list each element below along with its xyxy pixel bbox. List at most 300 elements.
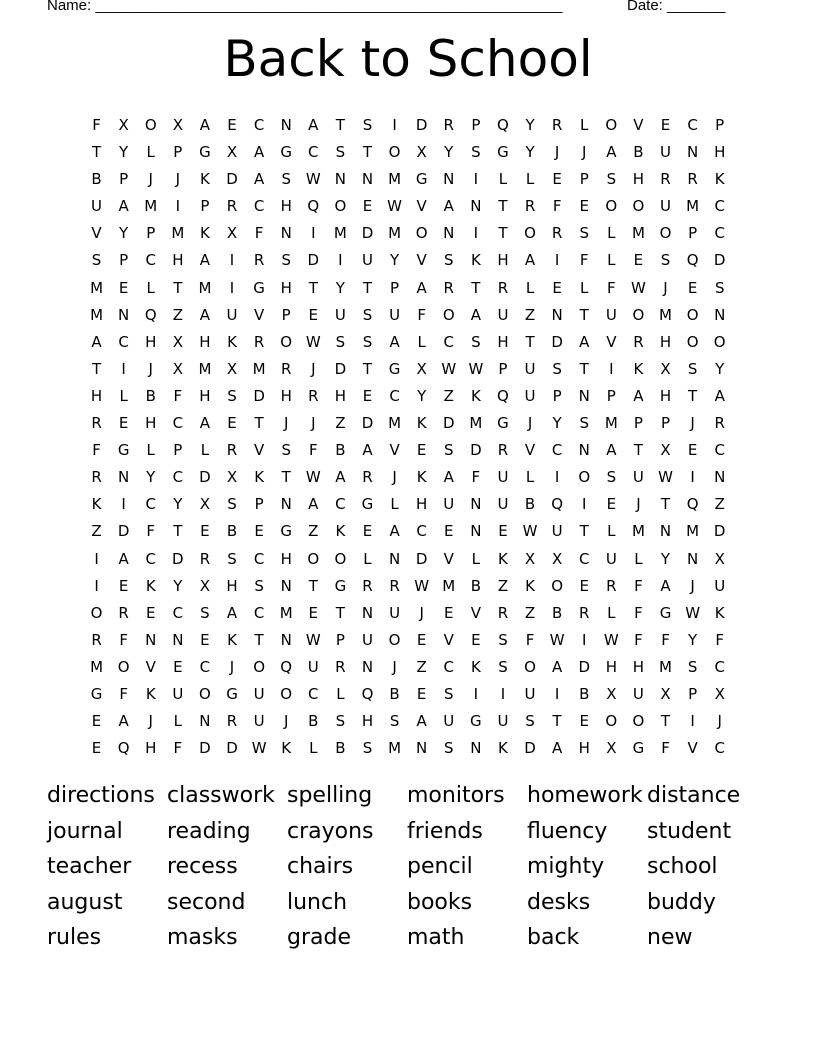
grid-letter: K [525, 576, 535, 595]
grid-letter: U [253, 684, 265, 703]
grid-letter: L [634, 549, 643, 568]
word-bank-item: homework [527, 783, 643, 808]
grid-letter: G [470, 712, 482, 731]
word-bank-item: grade [287, 925, 351, 950]
grid-letter: E [687, 441, 698, 460]
grid-letter: T [91, 143, 102, 162]
grid-letter: A [253, 143, 265, 162]
grid-letter: Q [144, 305, 157, 324]
grid-letter: E [118, 278, 129, 297]
grid-letter: A [226, 603, 238, 622]
grid-letter: W [251, 739, 267, 758]
grid-row [83, 546, 733, 573]
grid-letter: F [92, 441, 101, 460]
grid-letter: J [527, 414, 533, 433]
word-bank-item: books [407, 889, 473, 915]
grid-letter: F [92, 116, 101, 134]
grid-letter: N [686, 549, 699, 568]
grid-letter: U [389, 603, 401, 622]
grid-letter: F [634, 630, 643, 649]
grid-letter: Y [389, 251, 400, 270]
grid-letter: L [200, 441, 210, 460]
grid-letter: P [633, 414, 643, 433]
grid-letter: R [91, 630, 102, 649]
grid-letter: C [145, 495, 156, 514]
word-bank-item: rules [47, 925, 102, 950]
grid-letter: E [633, 251, 644, 270]
grid-letter: P [254, 495, 264, 514]
grid-letter: I [690, 468, 695, 487]
grid-letter: G [280, 522, 293, 541]
grid-letter: Z [714, 495, 725, 514]
grid-row [83, 247, 733, 274]
grid-letter: Z [308, 522, 319, 541]
grid-letter: I [94, 549, 99, 568]
word-bank-item: back [527, 925, 580, 950]
grid-letter: H [280, 197, 292, 216]
grid-letter: A [335, 468, 346, 487]
grid-letter: E [606, 495, 617, 514]
grid-letter: O [713, 332, 726, 351]
grid-letter: O [90, 603, 103, 622]
grid-letter: C [714, 224, 725, 243]
grid-letter: S [444, 684, 454, 703]
grid-letter: D [713, 251, 726, 270]
grid-letter: J [392, 468, 397, 487]
grid-letter: E [498, 522, 508, 541]
word-bank-item: desks [527, 889, 591, 915]
grid-letter: N [361, 170, 374, 189]
grid-letter: U [389, 305, 401, 324]
grid-letter: N [470, 739, 482, 758]
grid-letter: E [254, 522, 264, 541]
grid-letter: U [443, 495, 455, 514]
grid-letter: T [579, 359, 589, 378]
grid-letter: U [605, 305, 617, 324]
grid-letter: E [687, 278, 698, 297]
grid-letter: S [714, 278, 725, 297]
grid-letter: S [227, 549, 237, 568]
grid-letter: T [688, 386, 698, 405]
grid-letter: S [362, 116, 373, 134]
grid-letter: H [145, 414, 157, 433]
grid-letter: C [253, 549, 265, 568]
grid-letter: U [497, 305, 509, 324]
grid-letter: I [175, 197, 181, 216]
grid-letter: H [497, 251, 509, 270]
grid-letter: S [227, 386, 237, 405]
grid-letter: S [281, 251, 291, 270]
grid-letter: G [334, 576, 347, 595]
grid-letter: O [632, 197, 645, 216]
grid-letter: A [362, 441, 373, 460]
grid-row [83, 166, 733, 193]
grid-letter: A [714, 386, 725, 405]
grid-letter: B [335, 739, 346, 758]
grid-letter: P [390, 278, 400, 297]
word-bank-item: classwork [167, 783, 275, 808]
grid-letter: S [200, 603, 210, 622]
grid-letter: Z [91, 522, 102, 541]
grid-letter: F [308, 441, 318, 460]
grid-letter: N [172, 630, 184, 649]
grid-letter: Y [335, 278, 345, 297]
grid-letter: M [388, 170, 402, 189]
grid-letter: M [686, 197, 700, 216]
grid-letter: N [470, 522, 482, 541]
grid-letter: N [470, 495, 482, 514]
grid-letter: T [579, 522, 589, 541]
grid-letter: D [199, 468, 211, 487]
grid-letter: Q [307, 197, 320, 216]
grid-letter: A [199, 305, 211, 324]
grid-letter: A [660, 576, 671, 595]
grid-letter: Z [524, 603, 536, 622]
grid-letter: Q [686, 251, 699, 270]
grid-letter: U [172, 684, 184, 703]
grid-letter: L [498, 170, 508, 189]
grid-letter: V [91, 224, 102, 243]
grid-letter: V [606, 332, 617, 351]
grid-letter: K [335, 522, 346, 541]
grid-letter: I [582, 630, 587, 649]
grid-letter: T [660, 712, 671, 731]
grid-letter: I [500, 684, 506, 703]
grid-letter: I [554, 251, 560, 270]
grid-letter: U [524, 359, 536, 378]
grid-letter: A [416, 278, 427, 297]
grid-letter: I [690, 712, 695, 731]
grid-letter: N [686, 143, 699, 162]
grid-letter: D [524, 739, 536, 758]
grid-letter: M [90, 657, 104, 676]
grid-letter: R [226, 197, 238, 216]
word-bank-item: journal [47, 818, 123, 844]
grid-letter: T [254, 414, 264, 433]
grid-letter: K [200, 170, 210, 189]
grid-letter: D [415, 116, 428, 134]
grid-letter: K [254, 468, 265, 487]
grid-letter: C [118, 332, 129, 351]
page-title: Back to School [223, 30, 593, 88]
grid-letter: F [119, 684, 128, 703]
grid-letter: B [308, 712, 319, 731]
grid-letter: N [118, 305, 130, 324]
grid-letter: D [117, 522, 130, 541]
grid-letter: E [552, 278, 562, 297]
grid-letter: L [607, 251, 616, 270]
grid-letter: I [121, 359, 126, 378]
grid-letter: A [199, 116, 211, 134]
grid-letter: T [362, 143, 373, 162]
grid-letter: M [252, 359, 266, 378]
grid-letter: Q [551, 495, 564, 514]
grid-letter: L [580, 116, 589, 134]
grid-letter: F [173, 386, 183, 405]
grid-letter: R [280, 359, 292, 378]
grid-letter: E [416, 441, 427, 460]
grid-letter: O [280, 332, 293, 351]
grid-letter: F [417, 305, 426, 324]
grid-letter: K [714, 170, 725, 189]
grid-letter: T [362, 359, 373, 378]
grid-letter: R [633, 332, 644, 351]
grid-letter: Y [552, 414, 562, 433]
grid-letter: N [443, 224, 455, 243]
grid-letter: Y [119, 224, 129, 243]
grid-row [83, 600, 733, 627]
grid-letter: O [632, 712, 645, 731]
grid-letter: R [687, 170, 698, 189]
grid-letter: D [470, 441, 482, 460]
grid-letter: X [226, 143, 238, 162]
grid-letter: J [419, 603, 424, 622]
grid-letter: E [308, 603, 319, 622]
grid-letter: U [605, 549, 617, 568]
grid-letter: L [525, 278, 535, 297]
grid-letter: M [469, 414, 483, 433]
grid-letter: K [470, 657, 481, 676]
grid-letter: U [632, 468, 644, 487]
grid-letter: R [606, 576, 617, 595]
grid-letter: P [173, 143, 183, 162]
grid-letter: F [146, 522, 156, 541]
word-bank-item: math [407, 925, 465, 950]
grid-letter: U [307, 657, 319, 676]
grid-letter: B [226, 522, 238, 541]
grid-letter: D [307, 251, 320, 270]
grid-letter: Y [688, 630, 698, 649]
grid-letter: K [416, 414, 427, 433]
grid-letter: F [715, 630, 725, 649]
grid-letter: X [226, 224, 238, 243]
grid-letter: H [199, 386, 211, 405]
grid-letter: R [579, 603, 590, 622]
grid-row [83, 383, 733, 410]
grid-letter: K [498, 739, 508, 758]
grid-letter: L [390, 495, 399, 514]
grid-row [83, 491, 733, 518]
grid-letter: S [687, 359, 698, 378]
grid-letter: D [442, 414, 455, 433]
grid-letter: G [497, 143, 509, 162]
grid-letter: S [389, 712, 400, 731]
grid-letter: R [714, 414, 725, 433]
grid-letter: L [146, 441, 155, 460]
grid-letter: M [198, 278, 212, 297]
word-bank-item: second [167, 889, 246, 915]
grid-letter: R [443, 278, 454, 297]
grid-letter: A [552, 739, 563, 758]
grid-letter: K [714, 603, 725, 622]
grid-letter: M [144, 197, 158, 216]
grid-letter: G [280, 143, 293, 162]
grid-letter: Y [173, 576, 183, 595]
grid-letter: P [200, 197, 210, 216]
grid-letter: Y [525, 143, 535, 162]
grid-letter: G [226, 684, 238, 703]
grid-letter: I [229, 278, 235, 297]
grid-letter: E [173, 657, 183, 676]
grid-letter: S [91, 251, 102, 270]
grid-letter: M [631, 224, 645, 243]
grid-letter: T [525, 332, 535, 351]
grid-letter: T [335, 116, 345, 134]
grid-letter: E [660, 116, 671, 134]
grid-letter: J [148, 359, 153, 378]
grid-letter: A [91, 332, 102, 351]
grid-letter: F [661, 630, 670, 649]
grid-letter: A [199, 414, 211, 433]
grid-letter: O [442, 305, 455, 324]
grid-letter: F [525, 630, 535, 649]
grid-letter: G [415, 170, 428, 189]
grid-letter: G [90, 684, 103, 703]
grid-letter: D [226, 739, 238, 758]
grid-letter: H [497, 332, 509, 351]
grid-letter: T [633, 441, 643, 460]
grid-letter: J [148, 170, 153, 189]
grid-letter: B [389, 684, 400, 703]
grid-letter: M [659, 305, 672, 324]
grid-letter: O [388, 630, 401, 649]
grid-letter: F [471, 468, 481, 487]
grid-letter: Q [117, 739, 130, 758]
grid-letter: S [525, 712, 535, 731]
grid-letter: C [253, 197, 265, 216]
grid-letter: H [361, 712, 374, 731]
grid-letter: E [362, 197, 373, 216]
grid-letter: S [606, 170, 617, 189]
grid-letter: S [687, 657, 698, 676]
grid-letter: J [148, 712, 153, 731]
grid-letter: I [554, 468, 560, 487]
grid-letter: C [714, 197, 725, 216]
grid-letter: N [280, 224, 292, 243]
grid-letter: G [253, 278, 265, 297]
grid-letter: O [659, 224, 672, 243]
grid-letter: N [388, 549, 401, 568]
grid-letter: D [361, 224, 374, 243]
grid-letter: C [199, 657, 211, 676]
grid-letter: Z [524, 305, 536, 324]
grid-letter: T [308, 278, 318, 297]
grid-letter: T [335, 603, 345, 622]
grid-letter: M [659, 657, 672, 676]
grid-letter: M [388, 739, 402, 758]
grid-letter: K [470, 251, 481, 270]
grid-letter: R [253, 251, 265, 270]
grid-letter: S [335, 143, 346, 162]
grid-letter: J [283, 414, 289, 433]
grid-letter: J [229, 657, 235, 676]
grid-letter: L [363, 549, 372, 568]
grid-letter: X [552, 549, 563, 568]
grid-letter: D [415, 549, 428, 568]
grid-letter: E [579, 712, 589, 731]
grid-letter: N [659, 522, 672, 541]
grid-letter: J [636, 495, 641, 514]
word-bank-item: monitors [407, 783, 505, 808]
grid-letter: C [145, 549, 156, 568]
grid-letter: J [717, 712, 722, 731]
grid-letter: N [118, 468, 130, 487]
grid-letter: X [660, 684, 671, 703]
grid-letter: B [633, 143, 644, 162]
grid-letter: G [632, 739, 645, 758]
grid-letter: E [118, 576, 129, 595]
grid-letter: F [607, 278, 616, 297]
grid-letter: B [145, 386, 156, 405]
grid-letter: X [524, 549, 536, 568]
grid-letter: J [175, 170, 181, 189]
grid-letter: N [361, 657, 374, 676]
grid-letter: W [387, 197, 402, 216]
grid-letter: P [471, 116, 481, 134]
grid-letter: J [392, 657, 397, 676]
grid-letter: W [658, 468, 673, 487]
grid-letter: J [582, 143, 587, 162]
grid-letter: K [470, 386, 481, 405]
grid-letter: P [579, 170, 589, 189]
grid-row [83, 464, 733, 491]
grid-letter: B [335, 441, 346, 460]
grid-letter: A [579, 332, 590, 351]
grid-letter: S [227, 495, 237, 514]
grid-letter: J [690, 576, 695, 595]
grid-letter: Q [686, 495, 699, 514]
grid-letter: H [659, 332, 672, 351]
grid-letter: G [117, 441, 130, 460]
grid-letter: T [471, 278, 481, 297]
grid-letter: C [308, 143, 319, 162]
grid-letter: X [660, 359, 671, 378]
grid-letter: F [254, 224, 264, 243]
word-bank-item: buddy [647, 889, 716, 915]
grid-letter: S [552, 359, 562, 378]
grid-letter: V [145, 657, 156, 676]
grid-letter: A [552, 657, 563, 676]
grid-letter: V [389, 441, 400, 460]
word-bank-item: crayons [287, 818, 374, 844]
grid-letter: I [473, 170, 479, 189]
word-bank-item: reading [167, 818, 251, 844]
grid-letter: S [579, 414, 589, 433]
grid-letter: O [307, 549, 320, 568]
grid-letter: U [714, 576, 726, 595]
word-bank-item: masks [167, 925, 238, 950]
grid-letter: A [118, 197, 129, 216]
word-bank-item: august [47, 889, 123, 915]
grid-letter: S [335, 332, 346, 351]
grid-letter: X [416, 359, 427, 378]
grid-letter: L [309, 739, 318, 758]
grid-letter: X [118, 116, 129, 134]
grid-letter: N [551, 305, 563, 324]
word-bank-item: pencil [407, 854, 473, 879]
grid-row [83, 735, 733, 762]
grid-letter: R [226, 441, 238, 460]
grid-letter: M [171, 224, 185, 243]
grid-row [83, 275, 733, 302]
grid-letter: O [605, 712, 618, 731]
grid-letter: L [607, 603, 616, 622]
grid-letter: W [522, 522, 538, 541]
grid-letter: Y [119, 143, 129, 162]
grid-letter: M [90, 305, 104, 324]
grid-letter: O [117, 657, 130, 676]
grid-letter: A [606, 441, 617, 460]
